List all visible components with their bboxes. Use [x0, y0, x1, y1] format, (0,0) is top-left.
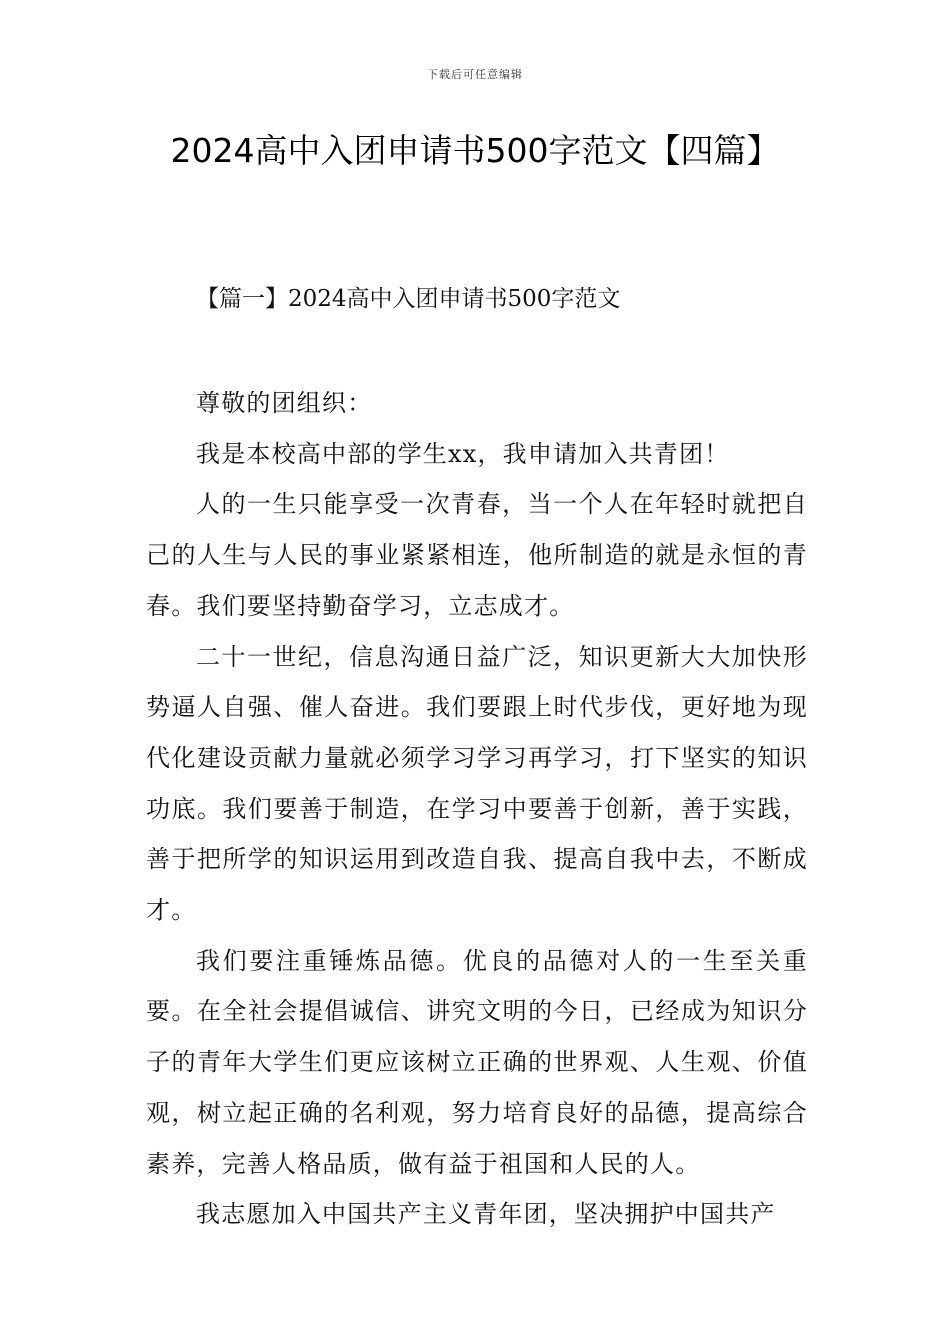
paragraph: 我志愿加入中国共产主义青年团，坚决拥护中国共产 — [196, 1200, 776, 1229]
paragraph: 人的一生只能享受一次青春，当一个人在年轻时就把自己的人生与人民的事业紧紧相连，他所制造的就是永恒的青春。我们要坚持勤奋学习，立志成才。 — [146, 490, 808, 620]
section-heading: 【篇一】2024高中入团申请书500字范文 — [196, 286, 621, 312]
salutation: 尊敬的团组织： — [196, 389, 373, 417]
header-note: 下载后可任意编辑 — [427, 68, 523, 81]
paragraph: 我是本校高中部的学生xx，我申请加入共青团！ — [196, 439, 730, 468]
paragraph: 二十一世纪，信息沟通日益广泛，知识更新大大加快形势逼人自强、催人奋进。我们要跟上时代步伐，更好地为现代化建设贡献力量就必须学习学习再学习，打下坚实的知识功底。我们要善于制造，在学习中要善于创新，善于实践，善于把所学的知识运用到改造自我、提高自我中去，不断成才。 — [146, 642, 808, 925]
paragraph: 我们要注重锤炼品德。优良的品德对人的一生至关重要。在全社会提倡诚信、讲究文明的今日，已经成为知识分子的青年大学生们更应该树立正确的世界观、人生观、价值观，树立起正确的名利观，努力培育良好的品德，提高综合素养，完善人格品质，做有益于祖国和人民的人。 — [146, 946, 808, 1178]
document-title: 2024高中入团申请书500字范文【四篇】 — [170, 131, 780, 170]
document-body — [146, 378, 808, 1240]
